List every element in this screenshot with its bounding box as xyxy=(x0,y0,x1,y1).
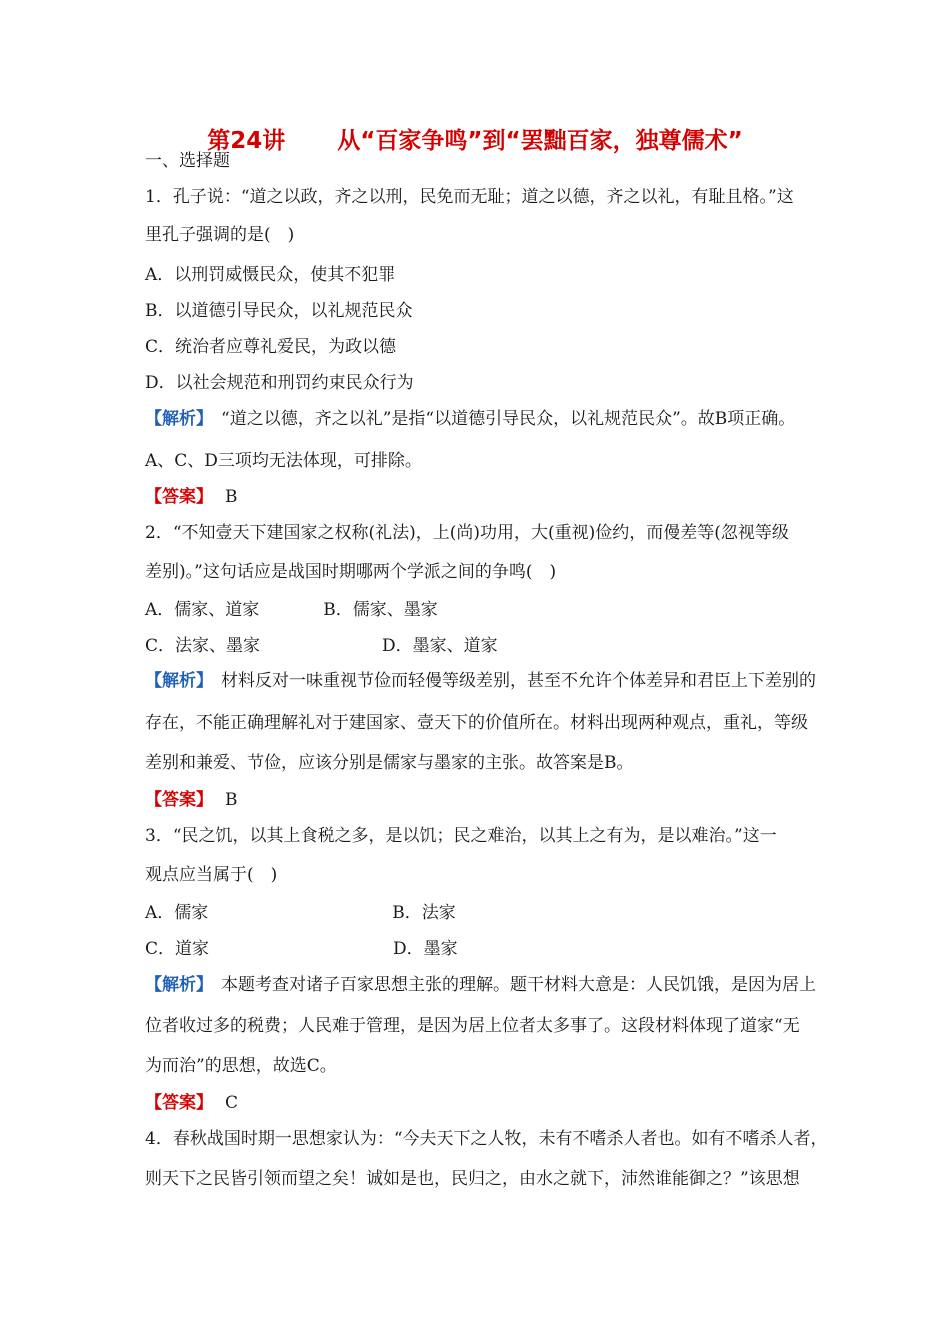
q3-option-b: B．法家 xyxy=(392,903,456,923)
q2-option-a: A．儒家、道家 xyxy=(145,600,260,620)
q1-analysis-line1 xyxy=(145,408,795,430)
q3-analysis-line3: 为而治”的思想，故选C。 xyxy=(145,1056,337,1076)
q2-stem-line2: 差别)。”这句话应是战国时期哪两个学派之间的争鸣( ) xyxy=(145,562,557,582)
q3-option-d: D．墨家 xyxy=(393,939,458,959)
q2-analysis-text: 材料反对一味重视节俭而轻僈等级差别，甚至不允许个体差异和君臣上下差别的 xyxy=(221,671,816,691)
q3-answer xyxy=(145,1092,238,1114)
q2-options-cd xyxy=(145,635,498,657)
q3-analysis-line1 xyxy=(145,974,816,996)
q1-option-a: A．以刑罚威慑民众，使其不犯罪 xyxy=(145,265,396,285)
q3-options-cd xyxy=(145,938,458,960)
q1-option-c: C．统治者应尊礼爱民，为政以德 xyxy=(145,337,397,357)
q4-stem-line1: 4．春秋战国时期一思想家认为：“今夫天下之人牧，未有不嗜杀人者也。如有不嗜杀人者， xyxy=(145,1129,828,1149)
q2-stem-line1: 2．“不知壹天下建国家之权称(礼法)，上(尚)功用，大(重视)俭约，而僈差等(忽视等级 xyxy=(145,523,789,543)
answer-label: 【答案】 xyxy=(145,790,213,810)
q3-answer-value: C xyxy=(225,1093,239,1113)
q2-options-ab xyxy=(145,599,438,621)
q1-analysis-text: “道之以德，齐之以礼”是指“以道德引导民众，以礼规范民众”。故B项正确。 xyxy=(221,409,796,429)
q3-options-ab xyxy=(145,902,456,924)
q1-option-d: D．以社会规范和刑罚约束民众行为 xyxy=(145,373,414,393)
analysis-label: 【解析】 xyxy=(145,671,213,691)
q2-option-d: D．墨家、道家 xyxy=(382,636,498,656)
q3-analysis-text: 本题考查对诸子百家思想主张的理解。题干材料大意是：人民饥饿，是因为居上 xyxy=(221,975,816,995)
q2-answer-value: B xyxy=(225,790,238,810)
q2-answer xyxy=(145,789,238,811)
q3-option-a: A．儒家 xyxy=(145,903,209,923)
page-title xyxy=(0,122,950,155)
q2-analysis-line3: 差别和兼爱、节俭，应该分别是儒家与墨家的主张。故答案是B。 xyxy=(145,753,634,773)
q1-option-b: B．以道德引导民众，以礼规范民众 xyxy=(145,301,413,321)
q3-option-c: C．道家 xyxy=(145,939,210,959)
q2-analysis-line2: 存在，不能正确理解礼对于建国家、壹天下的价值所在。材料出现两种观点，重礼，等级 xyxy=(145,713,808,733)
q2-option-b: B．儒家、墨家 xyxy=(323,600,438,620)
q4-stem-line2: 则天下之民皆引领而望之矣！诚如是也，民归之，由水之就下，沛然谁能御之？”该思想 xyxy=(145,1169,800,1189)
analysis-label: 【解析】 xyxy=(145,409,213,429)
section-heading: 一、选择题 xyxy=(145,151,230,171)
q1-answer-value: B xyxy=(225,487,238,507)
analysis-label: 【解析】 xyxy=(145,975,213,995)
q1-analysis-line2: A、C、D三项均无法体现，可排除。 xyxy=(145,451,422,471)
lesson-title: 从“百家争鸣”到“罢黜百家，独尊儒术” xyxy=(337,128,743,154)
q1-stem-line1: 1．孔子说：“道之以政，齐之以刑，民免而无耻；道之以德，齐之以礼，有耻且格。”这 xyxy=(145,187,794,207)
q2-option-c: C．法家、墨家 xyxy=(145,636,261,656)
answer-label: 【答案】 xyxy=(145,487,213,507)
q2-analysis-line1 xyxy=(145,670,816,692)
answer-label: 【答案】 xyxy=(145,1093,213,1113)
q1-stem-line2: 里孔子强调的是( ) xyxy=(145,225,295,245)
q3-stem-line2: 观点应当属于( ) xyxy=(145,865,278,885)
q1-answer xyxy=(145,486,238,508)
lesson-number: 第24讲 xyxy=(207,128,286,154)
q3-analysis-line2: 位者收过多的税费；人民难于管理，是因为居上位者太多事了。这段材料体现了道家“无 xyxy=(145,1016,800,1036)
q3-stem-line1: 3．“民之饥，以其上食税之多，是以饥；民之难治，以其上之有为，是以难治。”这一 xyxy=(145,826,777,846)
